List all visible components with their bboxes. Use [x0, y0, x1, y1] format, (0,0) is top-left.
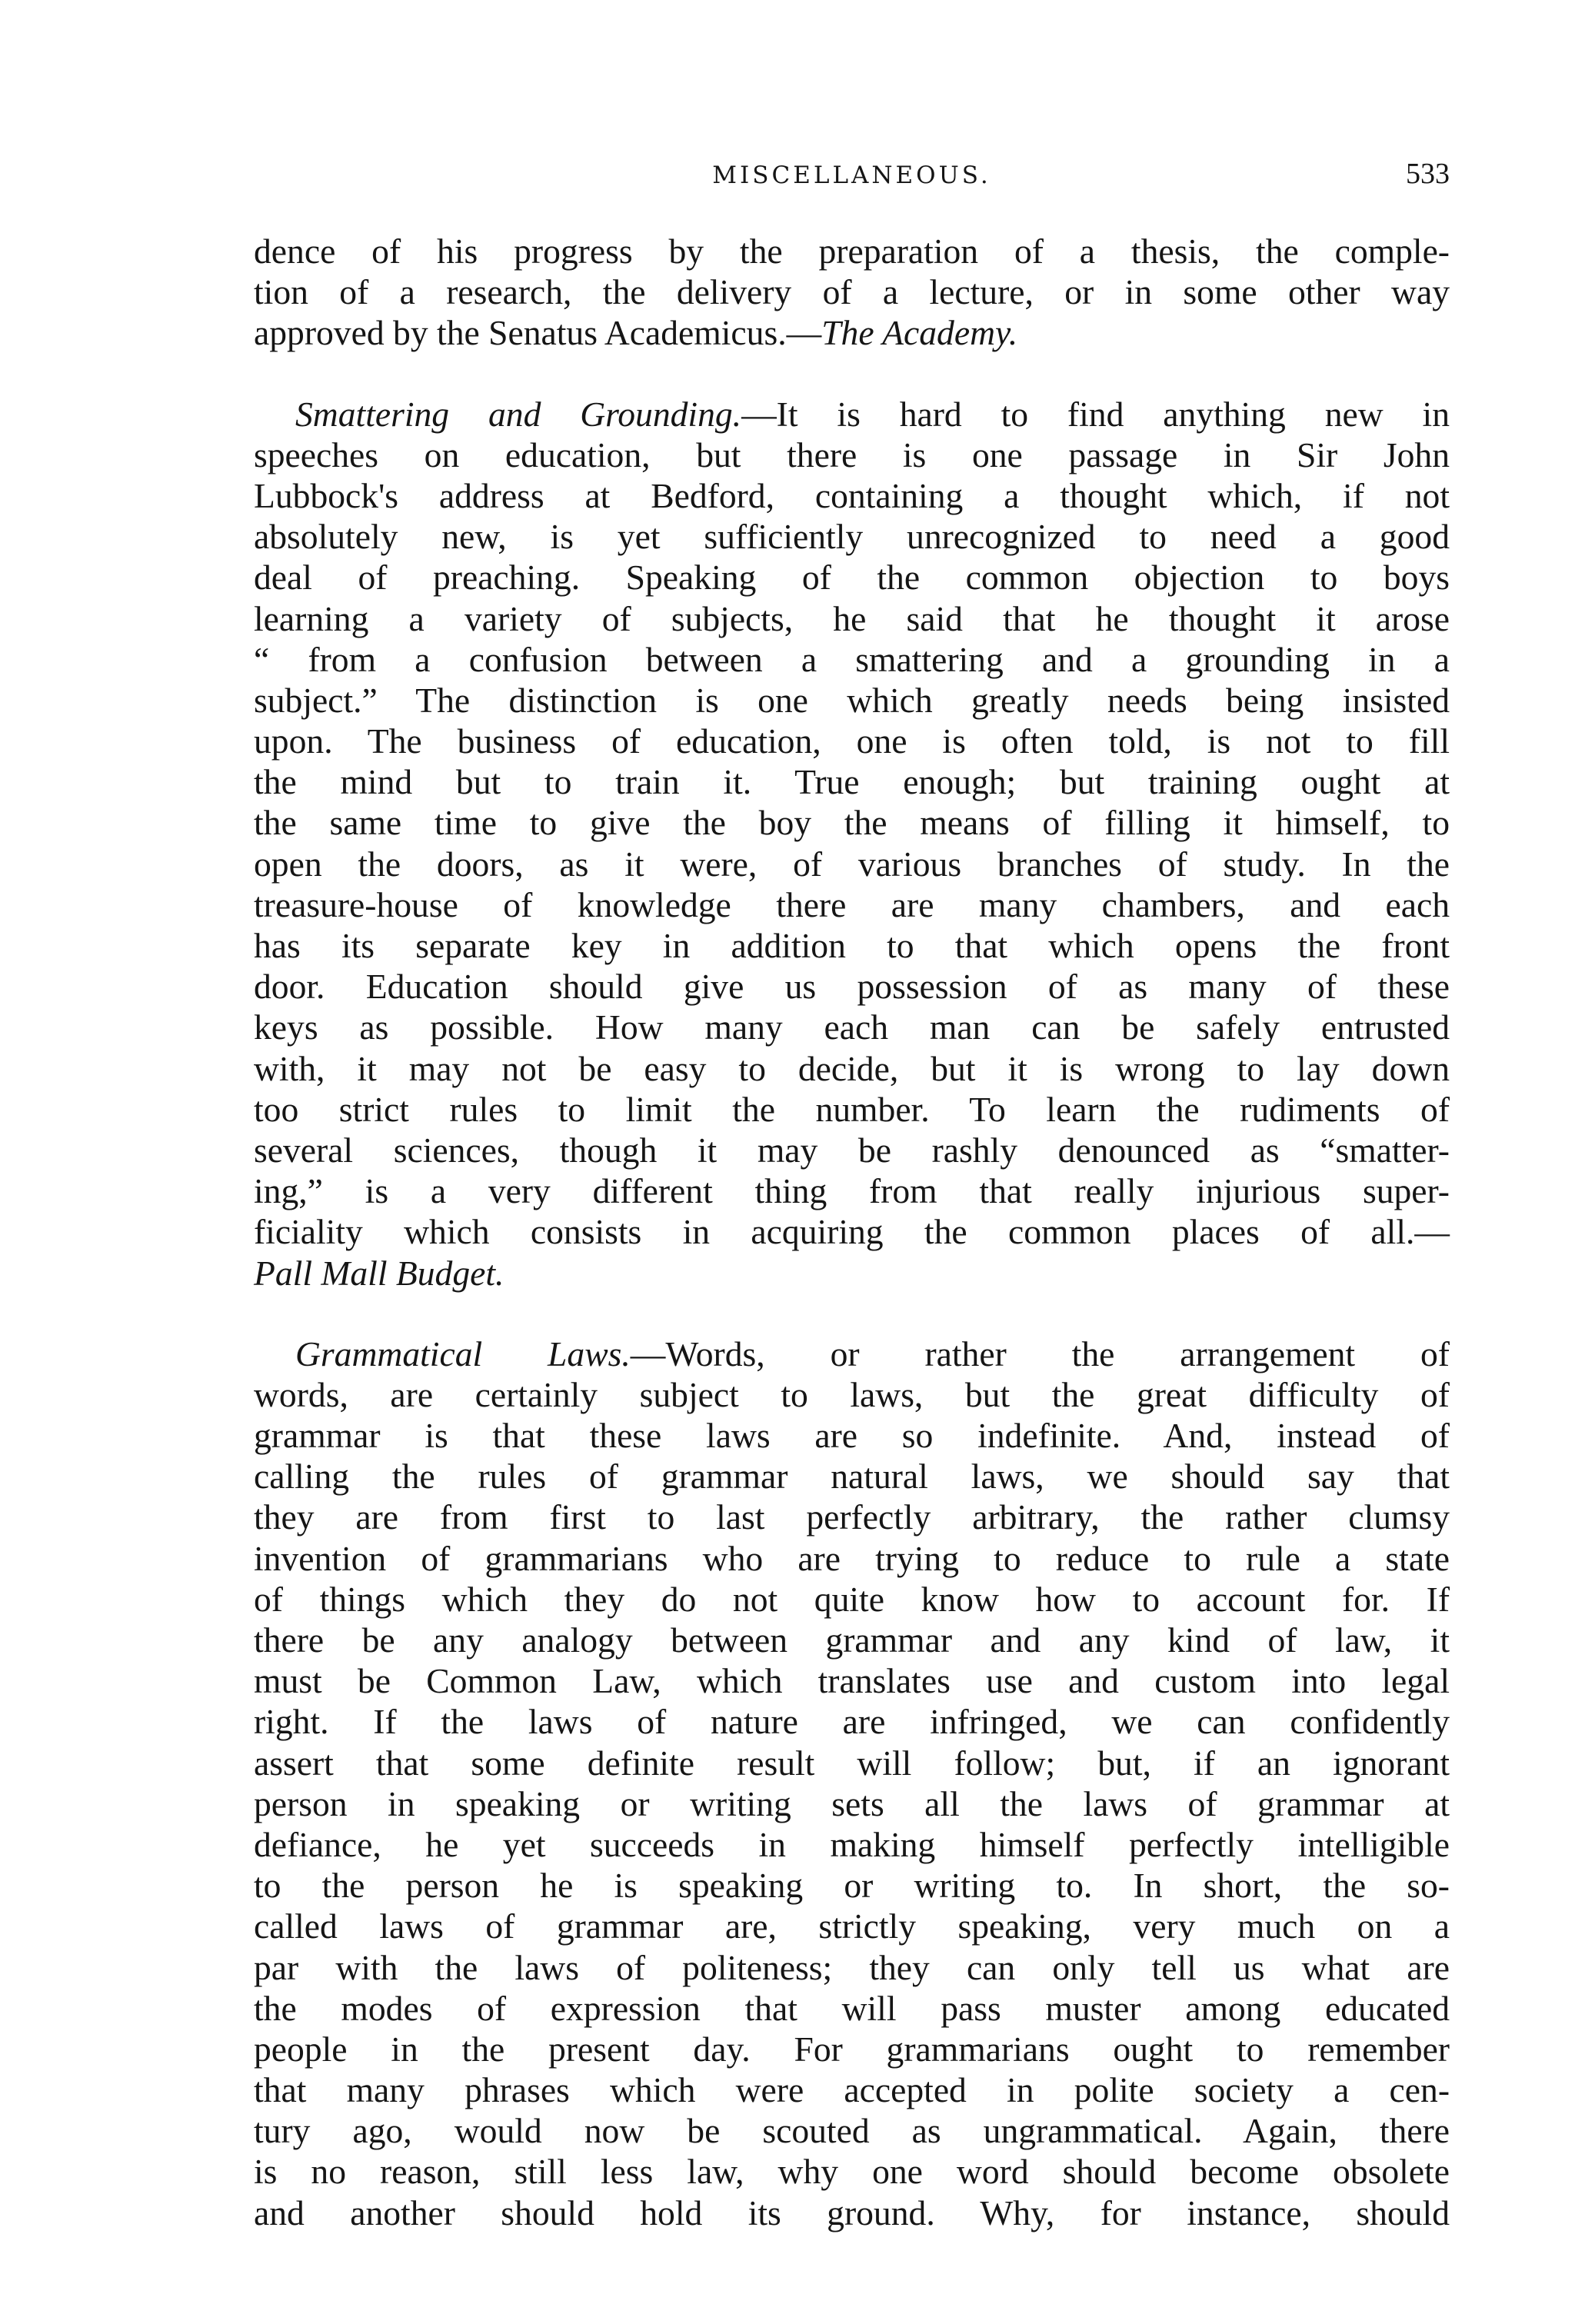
paragraph-grammatical-laws	[254, 1333, 1450, 2233]
text-line: subject.” The distinction is one which greatly needs being insisted	[254, 680, 1450, 720]
text-line	[254, 312, 1450, 353]
text-line: there be any analogy between grammar and any kind of law, it	[254, 1620, 1450, 1660]
text-line-content: —Words, or rather the arrangement of	[630, 1333, 1450, 1373]
text-line: “ from a confusion between a smattering and a grounding in a	[254, 639, 1450, 679]
text-line: called laws of grammar are, strictly speaking, very much on a	[254, 1906, 1450, 1946]
text-line: ing,” is a very different thing from that really injurious super-	[254, 1171, 1450, 1211]
paragraph-smattering-and-grounding	[254, 394, 1450, 1294]
text-line: ficiality which consists in acquiring the common places of all.—	[254, 1212, 1450, 1252]
source-citation: The Academy.	[821, 313, 1018, 353]
paragraph-gap	[254, 1294, 1450, 1333]
body-text	[254, 231, 1450, 2233]
section-heading: Grammatical Laws.	[295, 1333, 631, 1373]
text-line: grammar is that these laws are so indefinite. And, instead of	[254, 1416, 1450, 1456]
text-line: deal of preaching. Speaking of the common objection to boys	[254, 558, 1450, 598]
text-line: upon. The business of education, one is often told, is not to fill	[254, 721, 1450, 761]
section-heading: Smattering and Grounding.	[295, 394, 742, 434]
text-line: learning a variety of subjects, he said that he thought it arose	[254, 598, 1450, 638]
text-line: has its separate key in addition to that which opens the front	[254, 926, 1450, 965]
text-line: the same time to give the boy the means of filling it himself, to	[254, 803, 1450, 843]
text-line-content: —It is hard to find anything new in	[741, 394, 1450, 434]
text-line: the mind but to train it. True enough; but training ought at	[254, 762, 1450, 802]
paragraph-thesis-continuation	[254, 231, 1450, 354]
text-line: they are from first to last perfectly arbitrary, the rather clumsy	[254, 1497, 1450, 1537]
text-line: tion of a research, the delivery of a lecture, or in some other way	[254, 272, 1450, 312]
text-line: treasure-house of knowledge there are many chambers, and each	[254, 884, 1450, 924]
text-line: several sciences, though it may be rashly denounced as “smatter-	[254, 1130, 1450, 1170]
text-line: open the doors, as it were, of various branches of study. In the	[254, 844, 1450, 884]
running-title: MISCELLANEOUS.	[712, 161, 991, 189]
text-line: words, are certainly subject to laws, but the great difficulty of	[254, 1374, 1450, 1414]
text-line: dence of his progress by the preparation of a thesis, the comple-	[254, 231, 1450, 271]
source-citation: Pall Mall Budget.	[254, 1253, 504, 1293]
text-line: tury ago, would now be scouted as ungrammatical. Again, there	[254, 2111, 1450, 2151]
text-line: with, it may not be easy to decide, but it is wrong to lay down	[254, 1048, 1450, 1088]
text-line: and another should hold its ground. Why, for instance, should	[254, 2192, 1450, 2232]
text-line: defiance, he yet succeeds in making himself perfectly intelligible	[254, 1824, 1450, 1864]
text-line: invention of grammarians who are trying to reduce to rule a state	[254, 1538, 1450, 1578]
text-line: is no reason, still less law, why one word should become obsolete	[254, 2152, 1450, 2192]
text-line: the modes of expression that will pass muster among educated	[254, 1988, 1450, 2028]
text-line: door. Education should give us possession of as many of these	[254, 967, 1450, 1007]
text-line: must be Common Law, which translates use and custom into legal	[254, 1661, 1450, 1701]
text-line: speeches on education, but there is one passage in Sir John	[254, 435, 1450, 474]
text-line: absolutely new, is yet sufficiently unrecognized to need a good	[254, 517, 1450, 557]
text-line: of things which they do not quite know how to account for. If	[254, 1579, 1450, 1619]
text-line: right. If the laws of nature are infringed, we can confidently	[254, 1702, 1450, 1742]
text-line-content: approved by the Senatus Academicus.—	[254, 313, 822, 353]
text-line: calling the rules of grammar natural laws, we should say that	[254, 1457, 1450, 1497]
running-head	[254, 158, 1450, 208]
text-line: to the person he is speaking or writing to. In short, the so-	[254, 1866, 1450, 1906]
text-line: par with the laws of politeness; they can only tell us what are	[254, 1947, 1450, 1987]
page-number: 533	[1406, 158, 1450, 190]
text-line: person in speaking or writing sets all the laws of grammar at	[254, 1783, 1450, 1823]
text-line: that many phrases which were accepted in polite society a cen-	[254, 2070, 1450, 2110]
text-line: too strict rules to limit the number. To learn the rudiments of	[254, 1089, 1450, 1129]
text-line	[254, 394, 1450, 435]
text-line: Lubbock's address at Bedford, containing a thought which, if not	[254, 475, 1450, 515]
text-line: people in the present day. For grammarians ought to remember	[254, 2029, 1450, 2069]
text-line: keys as possible. How many each man can be safely entrusted	[254, 1007, 1450, 1047]
text-line	[254, 1333, 1450, 1374]
paragraph-gap	[254, 354, 1450, 394]
text-line: assert that some definite result will follow; but, if an ignorant	[254, 1743, 1450, 1783]
